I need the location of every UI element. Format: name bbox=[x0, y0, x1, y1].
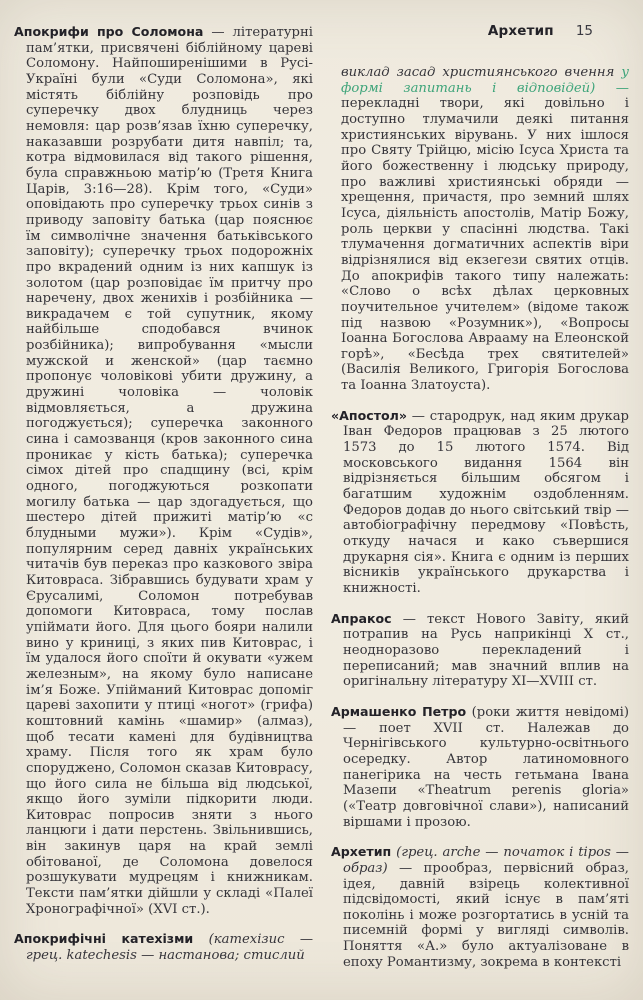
page-number: 15 bbox=[575, 23, 593, 39]
headword-arkhetyp: Архетип bbox=[331, 844, 392, 860]
headword-apokryfichni-katekhizmy: Апокрифічні катехізми bbox=[14, 931, 194, 947]
highlighted-phrase: у формі запитань і відповідей) — bbox=[341, 65, 629, 96]
running-title: Архетип bbox=[487, 23, 554, 39]
entry-body-text: — прообраз, первісний образ, ідея, давній взірець колективної підсвідомості, який існує в пам’яті поколінь і може розгортатись в усній та писемній формі у вигляді символів. Поняття «А.» було актуалізоване в епоху Романтизму, зокрема в контексті bbox=[343, 860, 629, 970]
headword-apokryfy-pro-solomona: Апокрифи про Соломона bbox=[14, 24, 204, 39]
entry-apostol bbox=[331, 408, 629, 597]
entry-body-text: — літературні пам’ятки, присвячені біблійному цареві Соломону. Найпоширенішими в Русі-Україні були «Суди Соломона», які містять біблійну розповідь про суперечку двох блудниць через немовля: цар розв’язав їхню суперечку, наказавши розрубати дитя навпіл; та, котра відмовилася від такого рішення, була справжньою матір’ю (Третя Книга Царів, 3:16—28). Крім того, «Суди» оповідають про суперечку трьох синів з приводу заповіту батька (цар пояснює їм символічне значення батьківського заповіту); суперечку трьох подорожніх про вкрадений одним із них капшук із золотом (цар розповідає їм притчу про наречену, двох женихів і розбійника — викрадачем є той супутник, якому найбільше сподобався вчинок розбійника); випробування «мысли мужской и женской» (цар таємно пропонує чоловікові убити дружину, а дружині чоловіка — чоловік відмовляється, а дружина погоджується); суперечка законного сина і самозванця (кров законного сина проникає у кість батька); суперечка сімох дітей про спадщину (всі, крім одного, погоджуються розкопати могилу батька — цар здогадується, що шестеро дітей прижиті матір’ю «с блудными мужи»). Крім «Судів», популярним серед давніх українських читачів був переказ про казкового звіра Китовраса. Зібравшись будувати храм у Єрусалимі, Соломон потребував допомоги Китовраса, тому послав упіймати його. Для цього бояри налили вино у криниці, з яких пив Китоврас, і їм удалося його споїти й окувати «ужем железным», на якому було написане ім’я Боже. Упійманий Китоврас допоміг цареві захопити у птиці «ногот» (грифа) коштовний камінь «шамир» (алмаз), щоб тесати камені для будівництва храму. Після того як храм було споруджено, Соломон сказав Китоврасу, що його сила не більша від людської, якщо його зуміли підкорити люди. Китоврас попросив зняти з нього ланцюги і дати перстень. Звільнившись, він закинув царя на край землі обітованої, де Соломона довелося розшукувати мудрецям і книжникам. Тексти пам’ятки дійшли у складі «Палеї Хронографічної» (XVI ст.). bbox=[26, 25, 313, 917]
entry-arkhetyp bbox=[331, 844, 629, 970]
headword-armashenko-petro: Армашенко Петро bbox=[331, 703, 467, 719]
entry-etymology-italic: (грец. arche — початок і tipos — образ) bbox=[343, 845, 629, 876]
entry-etymology-italic: (катехізис — грец. katechesis — настанова; стислий bbox=[26, 932, 314, 964]
entry-apokryfichni-katekhizmy bbox=[14, 931, 313, 963]
entry-katekhizmy-continuation bbox=[331, 65, 629, 394]
entry-body-text: — текст Нового Завіту, який потрапив на Русь наприкінці X ст., неодноразово перекладений і переписаний; мав значний вплив на оригінальну літературу XI—XVIII ст. bbox=[343, 611, 629, 690]
entry-body-text: (роки життя невідомі) — поет XVII ст. Належав до Чернігівського культурно-освітнього осередку. Автор латиномовного панегірика на честь гетьмана Івана Мазепи «Theatrum perenis gloria» («Театр довговічної слави»), написаний віршами і прозою. bbox=[343, 704, 629, 830]
left-column bbox=[14, 24, 313, 978]
headword-aprakos: Апракос bbox=[331, 610, 392, 626]
continuation-italic-text: виклад засад християнського вчення bbox=[341, 65, 622, 80]
running-header bbox=[331, 20, 629, 39]
entry-armashenko-petro bbox=[331, 704, 629, 830]
headword-apostol: «Апостол» bbox=[331, 407, 408, 423]
continuation-plain-text: перекладні твори, які довільно і доступно тлумачили деякі питання християнських вірувань. У них ішлося про Святу Трійцю, місію Ісуса Христа та його божественну і людську природу, про важливі християнські обряди — хрещення, причастя, про земний шлях Ісуса, діяльність апостолів, Матір Божу, роль церкви у спасінні людства. Такі тлумачення догматичних аспектів віри відрізнялися від екзегези святих отців. До апокрифів такого типу належать: «Слово о всѣх дѣлах церковных поучительное учителем» (відоме також під назвою «Розумник»), «Вопросы Іоанна Богослова Аврааму на Елеонской горѣ», «Бесѣда трех святителей» (Василія Великого, Григорія Богослова та Іоанна Златоуста). bbox=[341, 96, 629, 394]
entry-aprakos bbox=[331, 611, 629, 690]
entry-apokryfy-pro-solomona bbox=[14, 24, 313, 917]
entry-body-text: — стародрук, над яким друкар Іван Федоров працював з 25 лютого 1573 до 15 лютого 1574. Від московського видання 1564 він відрізняється більшим обсягом і багатшим художнім оздобленням. Федоров додав до нього світський твір — автобіографічну передмову «Повѣсть, откуду начася и како съвершися друкарня сія». Книга є одним із перших вісників українського друкарства і книжності. bbox=[343, 408, 629, 596]
right-column bbox=[331, 20, 629, 984]
